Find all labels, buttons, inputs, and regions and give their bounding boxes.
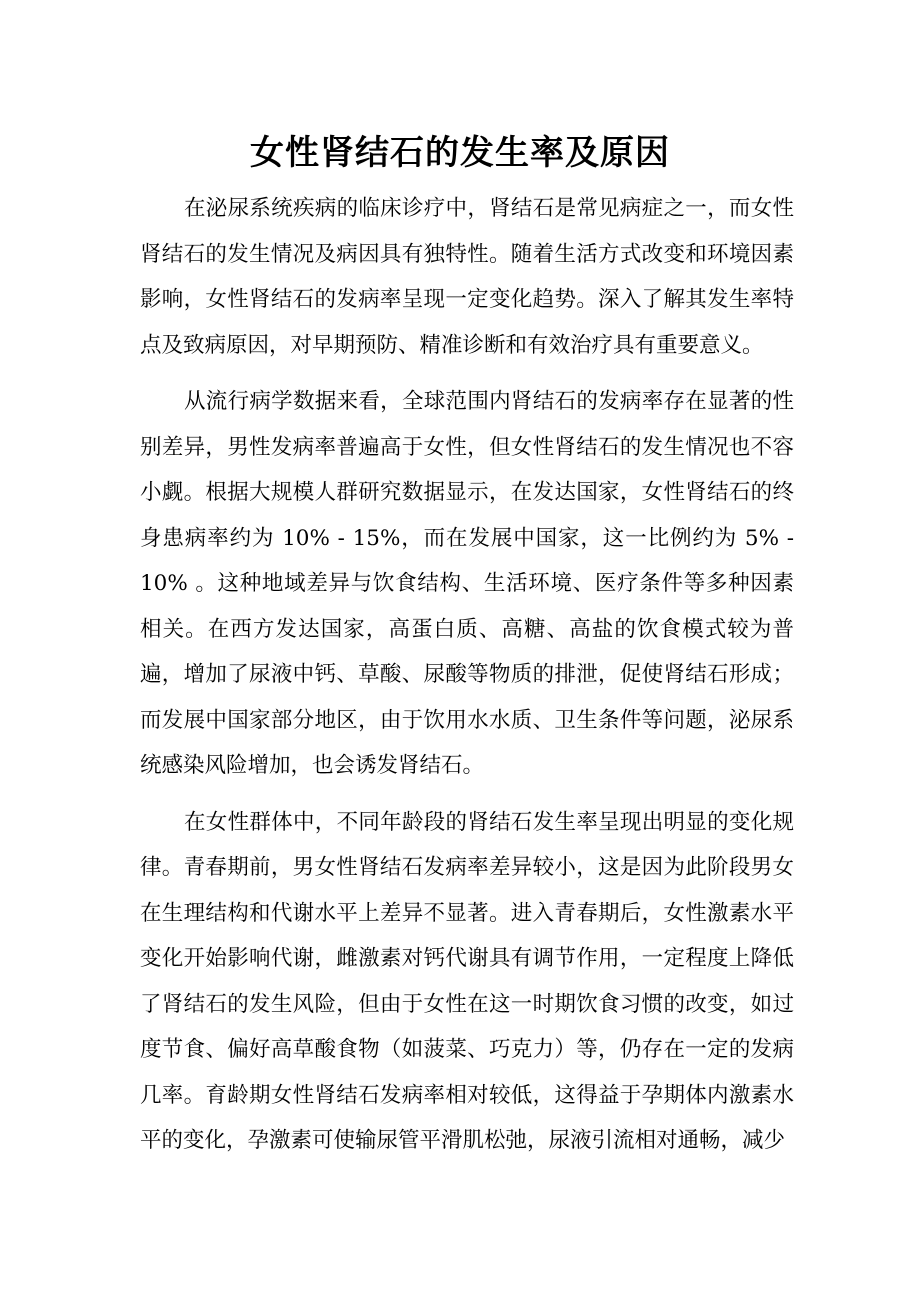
paragraph-epidemiology: 从流行病学数据来看，全球范围内肾结石的发病率存在显著的性别差异，男性发病率普遍高于女性，但女性肾结石的发生情况也不容小觑。根据大规模人群研究数据显示，在发达国家，女性肾结石的终身患病率约为 10% - 15%，而在发展中国家，这一比例约为 5% - 10% 。这种地域差异与饮食结构、生活环境、医疗条件等多种因素相关。在西方发达国家，高蛋白质、高糖、高盐的饮食模式较为普遍，增加了尿液中钙、草酸、尿酸等物质的排泄，促使肾结石形成；而发展中国家部分地区，由于饮用水水质、卫生条件等问题，泌尿系统感染风险增加，也会诱发肾结石。	[140, 389, 794, 778]
document-title: 女性肾结石的发生率及原因	[250, 133, 670, 173]
document-body	[140, 186, 794, 1175]
paragraph-intro: 在泌尿系统疾病的临床诊疗中，肾结石是常见病症之一，而女性肾结石的发生情况及病因具有独特性。随着生活方式改变和环境因素影响，女性肾结石的发病率呈现一定变化趋势。深入了解其发生率特点及致病原因，对早期预防、精准诊断和有效治疗具有重要意义。	[140, 196, 794, 358]
paragraph-age-groups: 在女性群体中，不同年龄段的肾结石发生率呈现出明显的变化规律。青春期前，男女性肾结石发病率差异较小，这是因为此阶段男女在生理结构和代谢水平上差异不显著。进入青春期后，女性激素水平变化开始影响代谢，雌激素对钙代谢具有调节作用，一定程度上降低了肾结石的发生风险，但由于女性在这一时期饮食习惯的改变，如过度节食、偏好高草酸食物（如菠菜、巧克力）等，仍存在一定的发病几率。育龄期女性肾结石发病率相对较低，这得益于孕期体内激素水平的变化，孕激素可使输尿管平滑肌松弛，尿液引流相对通畅，减少	[140, 809, 794, 1153]
